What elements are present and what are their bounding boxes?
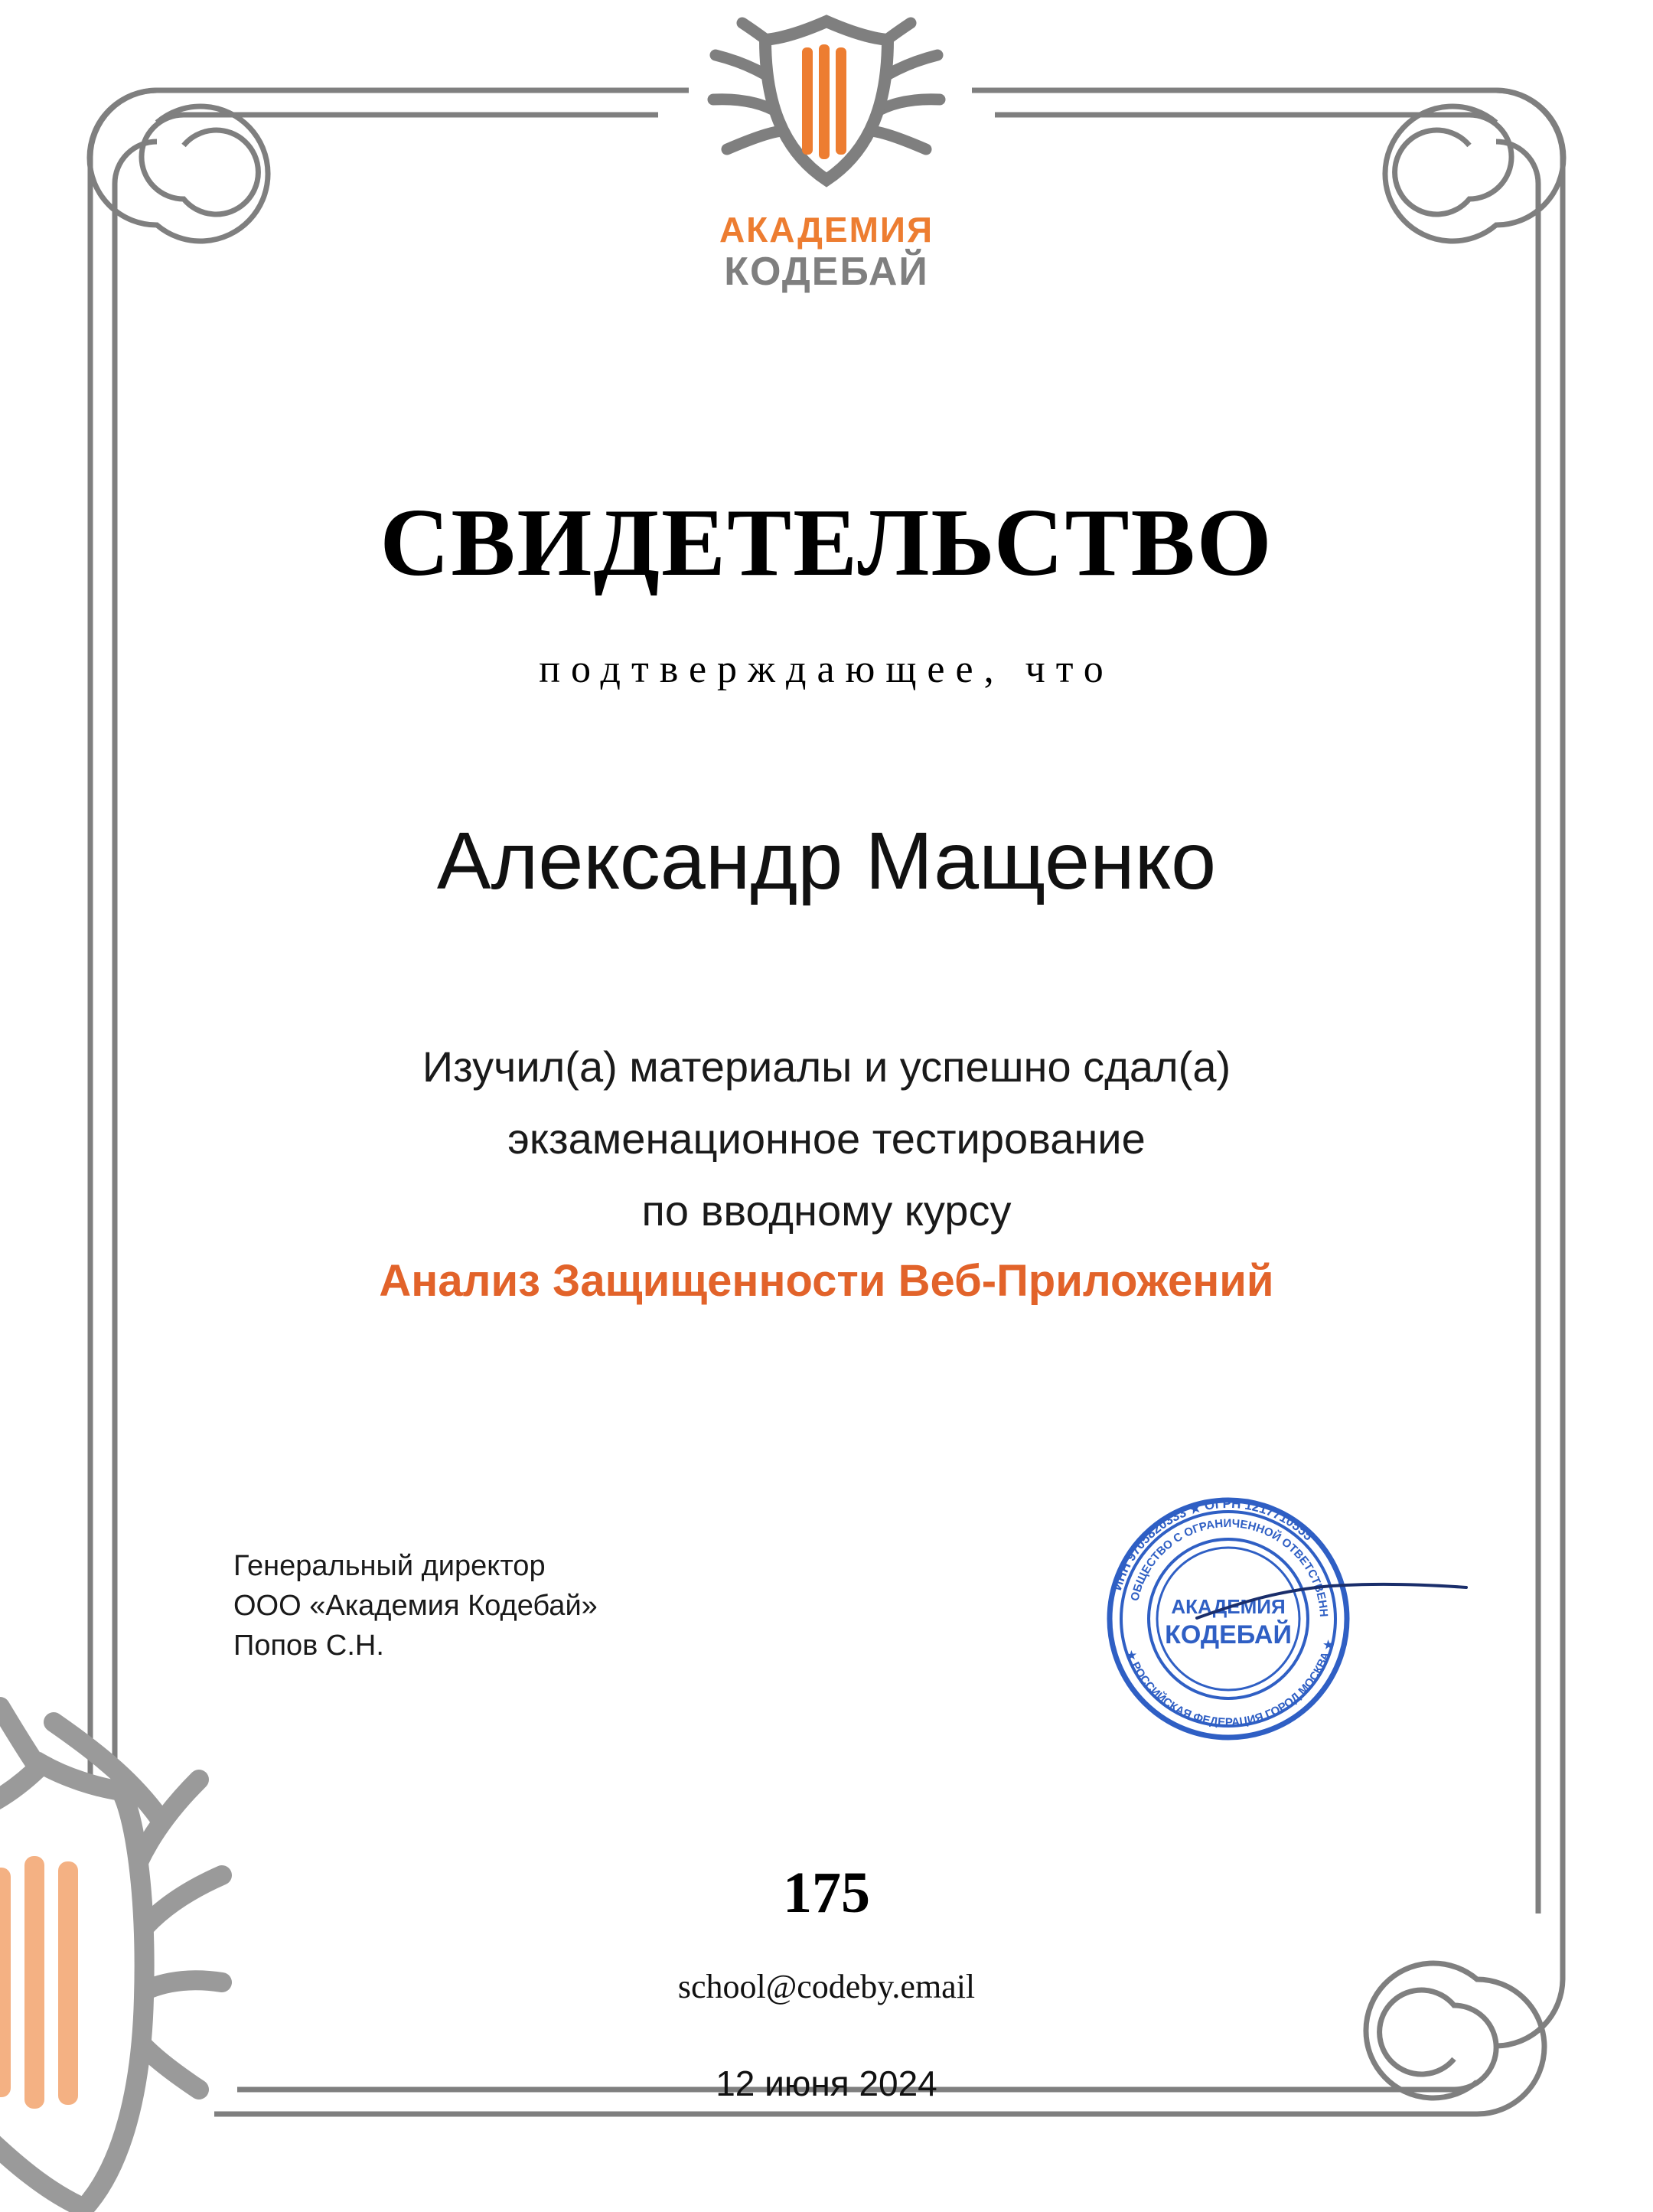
body-line-3: по вводному курсу <box>641 1186 1012 1235</box>
contact-email: school@codeby.email <box>677 1968 976 2005</box>
logo-line-2: КОДЕБАЙ <box>724 250 929 294</box>
brand-logo <box>628 8 1025 294</box>
signatory-person: Попов С.Н. <box>233 1630 384 1662</box>
svg-text:КОДЕБАЙ: КОДЕБАЙ <box>1165 1620 1292 1649</box>
signature-block <box>233 1546 598 1666</box>
shield-spider-icon <box>673 8 980 207</box>
svg-text:★ РОССИЙСКАЯ ФЕДЕРАЦИЯ ГОРОД М: ★ РОССИЙСКАЯ ФЕДЕРАЦИЯ ГОРОД МОСКВА ★ <box>1123 1638 1337 1730</box>
body-line-1: Изучил(а) материалы и успешно сдал(а) <box>422 1042 1231 1091</box>
svg-text:ИНН 9705820333 ★ ОГРН 1217: ИНН 9705820333 ★ ОГРН 1217710555 <box>1110 1496 1316 1593</box>
course-name: Анализ Защищенности Веб-Приложений <box>379 1256 1274 1306</box>
signatory-role: Генеральный директор <box>233 1550 546 1582</box>
body-line-2: экзаменационное тестирование <box>507 1114 1146 1163</box>
issue-date: 12 июня 2024 <box>716 2064 937 2103</box>
recipient-name: Александр Мащенко <box>436 816 1217 906</box>
handwritten-signature <box>1194 1577 1469 1623</box>
certificate-subtitle: подтверждающее, что <box>539 648 1114 691</box>
svg-text:АКАДЕМИЯ: АКАДЕМИЯ <box>1171 1595 1286 1618</box>
logo-line-1: АКАДЕМИЯ <box>719 210 934 250</box>
certificate-body <box>0 1037 1653 1310</box>
certificate-title: СВИДЕТЕЛЬСТВО <box>380 490 1273 596</box>
signatory-company: ООО «Академия Кодебай» <box>233 1590 598 1622</box>
certificate-number: 175 <box>783 1861 870 1925</box>
shield-spider-watermark-icon <box>0 1692 367 2212</box>
svg-text:ОБЩЕСТВО С ОГРАНИЧЕННОЙ ОТВЕТС: ОБЩЕСТВО С ОГРАНИЧЕННОЙ ОТВЕТСТВЕНН <box>1128 1516 1331 1618</box>
